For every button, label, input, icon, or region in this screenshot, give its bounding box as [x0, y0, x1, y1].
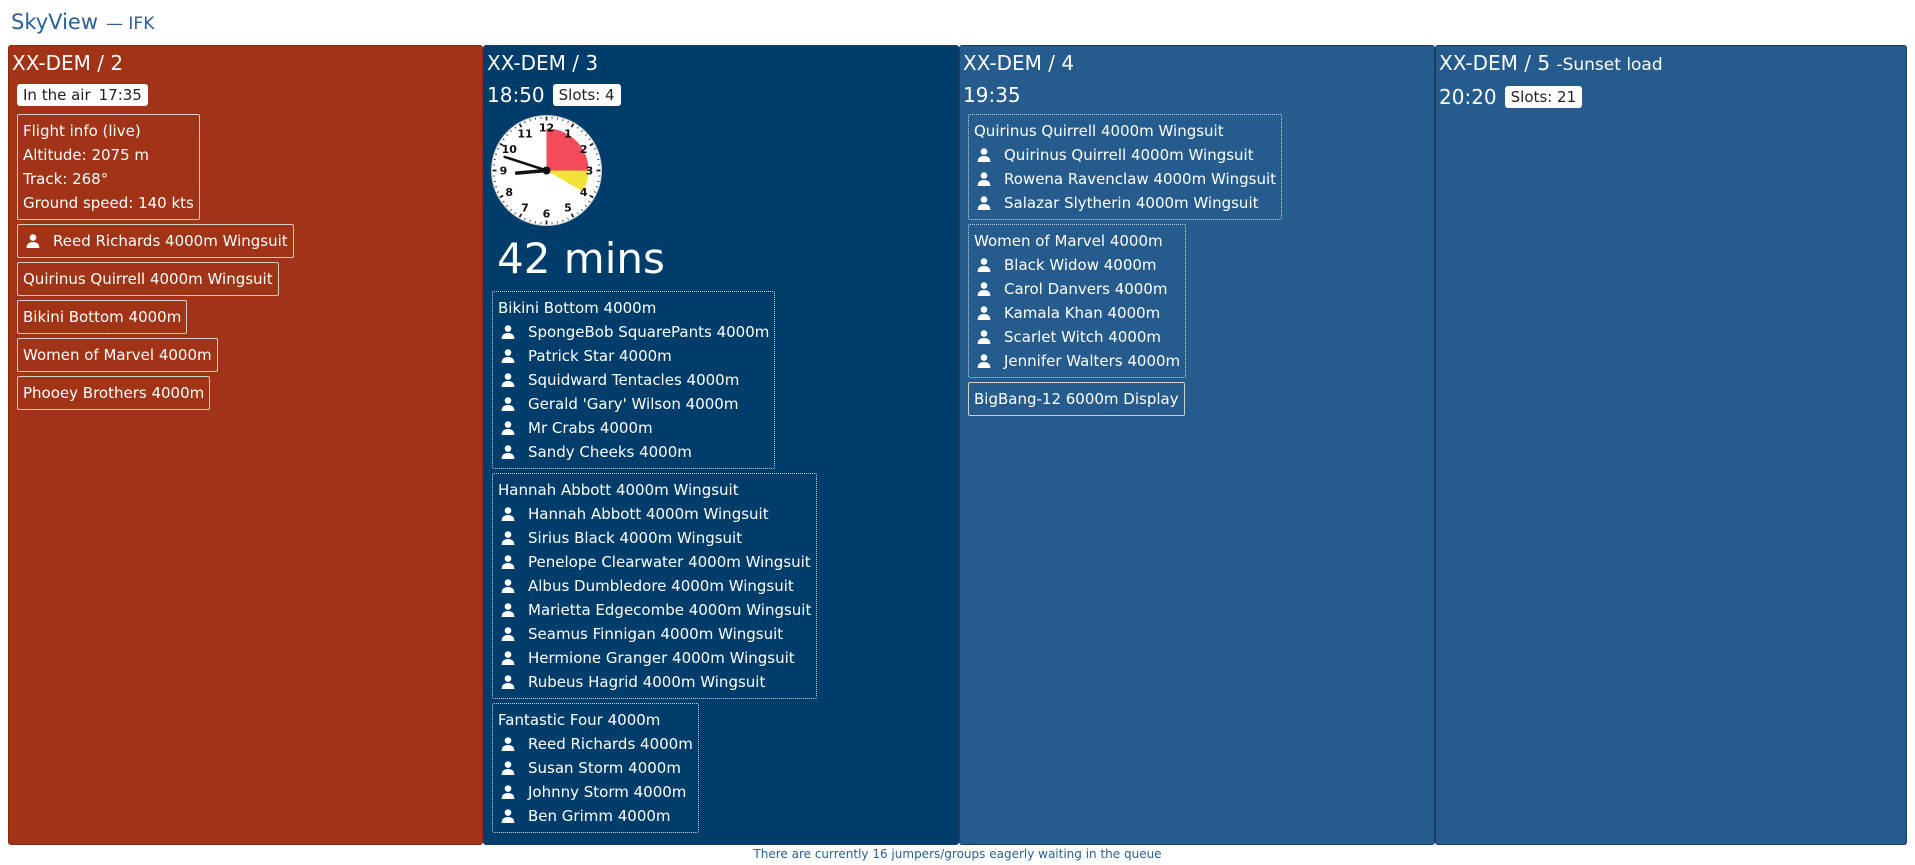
slots-badge: Slots: 4	[553, 84, 621, 106]
jumper-name: Hannah Abbott 4000m Wingsuit	[528, 505, 769, 523]
group-title: Women of Marvel 4000m	[974, 232, 1163, 250]
jumper-row[interactable]	[498, 526, 811, 550]
jumper-row[interactable]	[974, 143, 1276, 167]
clock-numeral: 5	[564, 201, 572, 215]
load-board	[8, 45, 1907, 845]
jumper-row[interactable]	[498, 344, 769, 368]
group-card[interactable]	[17, 338, 218, 372]
person-icon	[500, 650, 516, 666]
clock-numeral: 7	[521, 201, 529, 215]
clock-numeral: 3	[585, 164, 594, 178]
app-header	[11, 10, 154, 38]
jumper-name: Quirinus Quirrell 4000m Wingsuit	[1004, 146, 1254, 164]
jumper-name: Patrick Star 4000m	[528, 347, 672, 365]
load-title: XX-DEM / 5	[1439, 51, 1551, 75]
group-title: Phooey Brothers 4000m	[23, 384, 205, 402]
clock-numeral: 6	[542, 207, 551, 221]
clock-numeral: 2	[579, 143, 588, 156]
group-title: Hannah Abbott 4000m Wingsuit	[498, 481, 739, 499]
load-title: XX-DEM / 3	[487, 51, 599, 75]
person-icon	[500, 554, 516, 570]
group-card[interactable]	[492, 703, 699, 833]
group-title: Bikini Bottom 4000m	[498, 299, 657, 317]
person-icon	[500, 530, 516, 546]
person-icon	[500, 736, 516, 752]
person-icon	[500, 760, 516, 776]
track-readout: Track: 268°	[23, 170, 109, 188]
jumper-name: Sandy Cheeks 4000m	[528, 443, 692, 461]
departure-time: 19:35	[963, 83, 1021, 107]
altitude-readout: Altitude: 2075 m	[23, 146, 149, 164]
jumper-row[interactable]	[498, 670, 811, 694]
jumper-row[interactable]	[498, 368, 769, 392]
jumper-name: Scarlet Witch 4000m	[1004, 328, 1162, 346]
clock-numeral: 8	[505, 186, 514, 199]
jumper-row[interactable]	[974, 301, 1180, 325]
load-meta	[963, 80, 1431, 110]
person-icon	[500, 324, 516, 340]
clock-hub	[543, 167, 551, 175]
person-icon	[976, 353, 992, 369]
group-title: Quirinus Quirrell 4000m Wingsuit	[23, 270, 273, 288]
clock-numeral: 1	[564, 127, 572, 141]
departure-time: 18:50	[487, 83, 545, 107]
jumper-row[interactable]	[498, 804, 693, 828]
load-column-3	[483, 45, 959, 845]
load-column-4	[959, 45, 1435, 845]
jumper-row[interactable]	[974, 325, 1180, 349]
jumper-name: Rowena Ravenclaw 4000m Wingsuit	[1004, 170, 1277, 188]
clock-numeral: 10	[501, 143, 517, 156]
person-icon	[500, 506, 516, 522]
flight-info-title: Flight info (live)	[23, 122, 141, 140]
countdown-text: 42 mins	[497, 234, 665, 283]
jumper-row[interactable]	[498, 598, 811, 622]
group-card[interactable]	[968, 114, 1282, 220]
brand-title[interactable]: SkyView	[11, 10, 99, 34]
person-icon	[500, 444, 516, 460]
jumper-name: Rubeus Hagrid 4000m Wingsuit	[528, 673, 766, 691]
group-title: Bikini Bottom 4000m	[23, 308, 182, 326]
group-card[interactable]	[968, 382, 1185, 416]
person-icon	[976, 171, 992, 187]
jumper-name: Jennifer Walters 4000m	[1004, 352, 1181, 370]
load-title: XX-DEM / 2	[12, 51, 124, 75]
group-card[interactable]	[17, 300, 187, 334]
person-icon	[500, 420, 516, 436]
departure-time: 17:35	[98, 86, 142, 104]
countdown-clock	[490, 114, 603, 227]
jumper-card[interactable]	[17, 224, 294, 258]
flight-info-panel	[17, 114, 200, 220]
clock-numeral: 9	[499, 164, 508, 178]
jumper-name: Squidward Tentacles 4000m	[528, 371, 740, 389]
person-icon	[500, 348, 516, 364]
jumper-row[interactable]	[498, 732, 693, 756]
person-icon	[976, 147, 992, 163]
ground-speed-readout: Ground speed: 140 kts	[23, 194, 194, 212]
load-meta	[12, 80, 479, 110]
person-icon	[500, 396, 516, 412]
jumper-row[interactable]	[974, 349, 1180, 373]
jumper-name: Reed Richards 4000m	[528, 735, 693, 753]
person-icon	[976, 329, 992, 345]
jumper-name: Susan Storm 4000m	[528, 759, 681, 777]
jumper-row[interactable]	[498, 756, 693, 780]
load-note: -Sunset load	[1556, 55, 1663, 75]
jumper-row[interactable]	[974, 277, 1180, 301]
jumper-row[interactable]	[498, 502, 811, 526]
jumper-row[interactable]	[498, 574, 811, 598]
clock-face-icon	[490, 114, 603, 227]
group-card[interactable]	[492, 291, 775, 469]
person-icon	[500, 626, 516, 642]
jumper-row[interactable]	[498, 440, 769, 464]
person-icon	[500, 808, 516, 824]
person-icon	[976, 305, 992, 321]
jumper-name: Marietta Edgecombe 4000m Wingsuit	[528, 601, 812, 619]
load-title-row	[1439, 50, 1903, 78]
group-title: Quirinus Quirrell 4000m Wingsuit	[974, 122, 1224, 140]
person-icon	[500, 372, 516, 388]
jumper-name: Seamus Finnigan 4000m Wingsuit	[528, 625, 784, 643]
group-title: Women of Marvel 4000m	[23, 346, 212, 364]
jumper-row[interactable]	[974, 167, 1276, 191]
departure-time: 20:20	[1439, 85, 1497, 109]
jumper-name: SpongeBob SquarePants 4000m	[528, 323, 770, 341]
jumper-name: Black Widow 4000m	[1004, 256, 1157, 274]
jumper-name: Carol Danvers 4000m	[1004, 280, 1168, 298]
jumper-row[interactable]	[974, 253, 1180, 277]
group-card[interactable]	[492, 473, 817, 699]
clock-numeral: 11	[517, 127, 533, 141]
load-meta	[487, 80, 955, 110]
load-title: XX-DEM / 4	[963, 51, 1075, 75]
jumper-name: Mr Crabs 4000m	[528, 419, 653, 437]
jumper-name: Salazar Slytherin 4000m Wingsuit	[1004, 194, 1259, 212]
jumper-name: Penelope Clearwater 4000m Wingsuit	[528, 553, 811, 571]
load-column-5	[1435, 45, 1907, 845]
jumper-row[interactable]	[498, 550, 811, 574]
jumper-name: Ben Grimm 4000m	[528, 807, 671, 825]
person-icon	[976, 257, 992, 273]
group-card[interactable]	[17, 262, 279, 296]
jumper-name: Kamala Khan 4000m	[1004, 304, 1161, 322]
jumper-row[interactable]	[974, 191, 1276, 215]
jumper-name: Reed Richards 4000m Wingsuit	[53, 232, 288, 250]
group-title: Fantastic Four 4000m	[498, 711, 661, 729]
group-card[interactable]	[17, 376, 210, 410]
queue-status: There are currently 16 jumpers/groups eagerly waiting in the queue	[753, 847, 1162, 861]
jumper-row	[23, 229, 288, 253]
jumper-row[interactable]	[498, 416, 769, 440]
clock-numeral: 4	[579, 186, 588, 199]
clock-numeral: 12	[538, 121, 555, 135]
person-icon	[976, 195, 992, 211]
person-icon	[500, 784, 516, 800]
status-text: In the air	[23, 86, 91, 104]
jumper-row[interactable]	[498, 392, 769, 416]
jumper-row[interactable]	[498, 780, 693, 804]
load-column-2	[8, 45, 483, 845]
person-icon	[25, 233, 41, 249]
person-icon	[500, 578, 516, 594]
person-icon	[500, 602, 516, 618]
jumper-row[interactable]	[498, 622, 811, 646]
load-meta	[1439, 82, 1903, 112]
slots-badge: Slots: 21	[1505, 86, 1582, 108]
jumper-name: Johnny Storm 4000m	[528, 783, 687, 801]
jumper-name: Albus Dumbledore 4000m Wingsuit	[528, 577, 794, 595]
dropzone-code: — IFK	[106, 14, 155, 34]
person-icon	[500, 674, 516, 690]
person-icon	[976, 281, 992, 297]
group-card[interactable]	[968, 224, 1186, 378]
jumper-name: Sirius Black 4000m Wingsuit	[528, 529, 743, 547]
jumper-row[interactable]	[498, 320, 769, 344]
jumper-name: Gerald 'Gary' Wilson 4000m	[528, 395, 739, 413]
jumper-row[interactable]	[498, 646, 811, 670]
status-badge	[17, 84, 148, 106]
jumper-name: Hermione Granger 4000m Wingsuit	[528, 649, 795, 667]
group-title: BigBang-12 6000m Display	[974, 390, 1179, 408]
